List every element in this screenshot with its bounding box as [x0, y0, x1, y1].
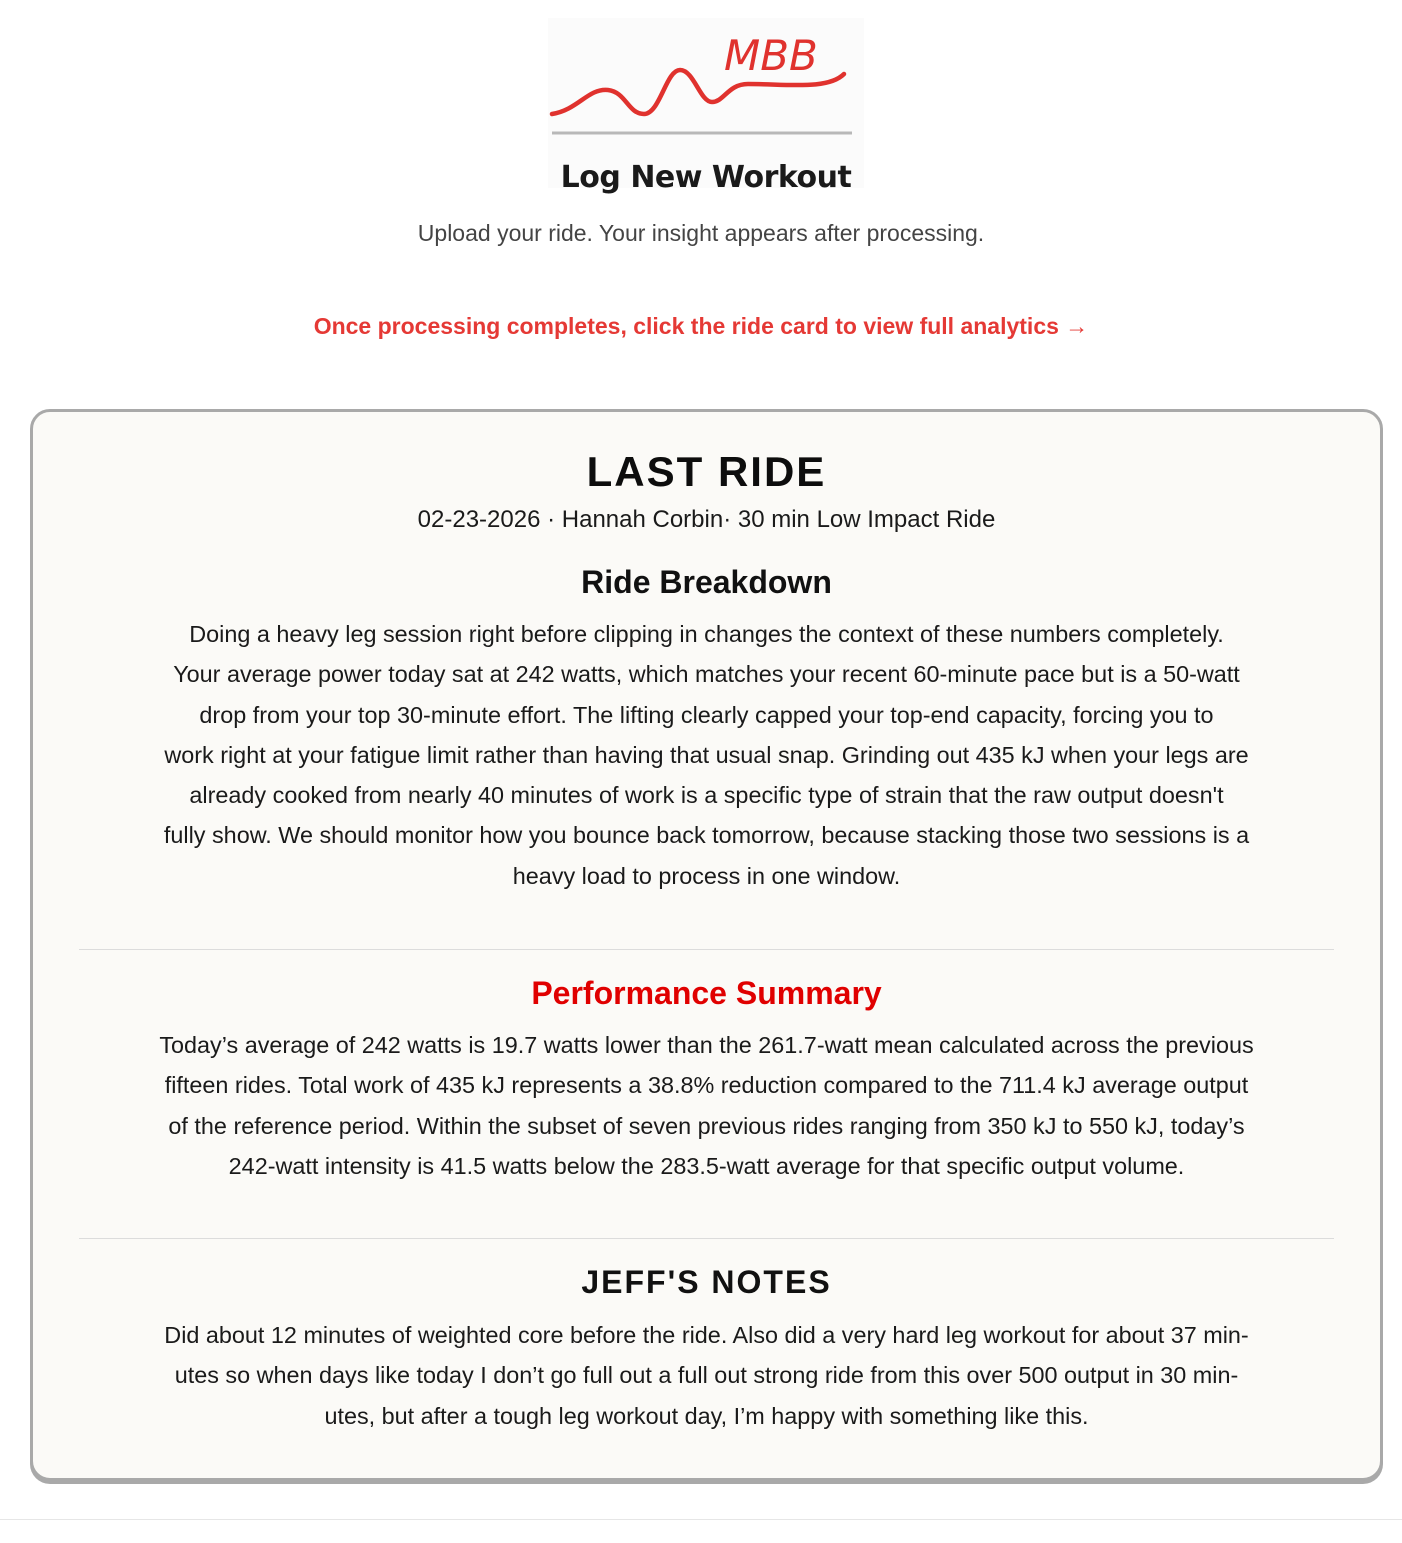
breakdown-line: fully show. We should monitor how you bounce back tomorrow, because stacking those two sessions is a	[163, 822, 1250, 849]
breakdown-line: work right at your fatigue limit rather than having that usual snap. Grinding out 435 kJ when your legs are	[164, 741, 1249, 768]
summary-line: of the reference period. Within the subset of seven previous rides ranging from 350 kJ to 550 kJ, today’s	[168, 1112, 1245, 1139]
notes-line: utes, but after a tough leg workout day, I’m happy with something like this.	[324, 1402, 1089, 1429]
breakdown-line: Your average power today sat at 242 watts, which matches your recent 60-minute pace but is a 50-watt	[173, 661, 1240, 688]
breakdown-line: heavy load to process in one window.	[512, 862, 901, 889]
ride-breakdown-text	[79, 614, 1334, 896]
performance-summary-heading: Performance Summary	[531, 975, 882, 1011]
jeffs-notes-text	[79, 1315, 1334, 1436]
summary-line: 242-watt intensity is 41.5 watts below the 283.5-watt average for that specific output volume.	[228, 1152, 1185, 1179]
section-divider	[79, 949, 1334, 950]
notes-line: Did about 12 minutes of weighted core before the ride. Also did a very hard leg workout for about 37 min-	[164, 1322, 1249, 1348]
summary-line: fifteen rides. Total work of 435 kJ represents a 38.8% reduction compared to the 711.4 kJ average output	[164, 1072, 1249, 1099]
breakdown-line: drop from your top 30-minute effort. The lifting clearly capped your top-end capacity, forcing you to	[199, 701, 1214, 728]
section-divider	[79, 1238, 1334, 1239]
logo-graphic	[548, 18, 864, 158]
ride-breakdown-heading: Ride Breakdown	[581, 564, 832, 600]
jeffs-notes-heading: JEFF'S NOTES	[581, 1264, 832, 1300]
page-subtitle: Upload your ride. Your insight appears after processing.	[417, 220, 985, 246]
page-bottom-divider	[0, 1519, 1402, 1520]
breakdown-line: Doing a heavy leg session right before clipping in changes the context of these numbers completely.	[189, 621, 1224, 647]
logo	[548, 18, 864, 195]
processing-notice-link[interactable]: Once processing completes, click the ride card to view full analytics →	[313, 313, 1089, 339]
notes-line: utes so when days like today I don’t go full out a full out strong ride from this over 500 output in 30 min-	[174, 1362, 1239, 1389]
ride-meta: 02-23-2026 · Hannah Corbin· 30 min Low Impact Ride	[417, 506, 996, 533]
card-title: LAST RIDE	[586, 448, 827, 495]
breakdown-line: already cooked from nearly 40 minutes of work is a specific type of strain that the raw output doesn't	[189, 782, 1224, 809]
performance-summary-text	[79, 1025, 1334, 1186]
last-ride-card[interactable]	[30, 409, 1383, 1481]
logo-caption: Log New Workout	[560, 160, 852, 195]
logo-text: MBB	[724, 31, 818, 80]
summary-line: Today’s average of 242 watts is 19.7 watts lower than the 261.7-watt mean calculated across the previous	[159, 1032, 1254, 1058]
